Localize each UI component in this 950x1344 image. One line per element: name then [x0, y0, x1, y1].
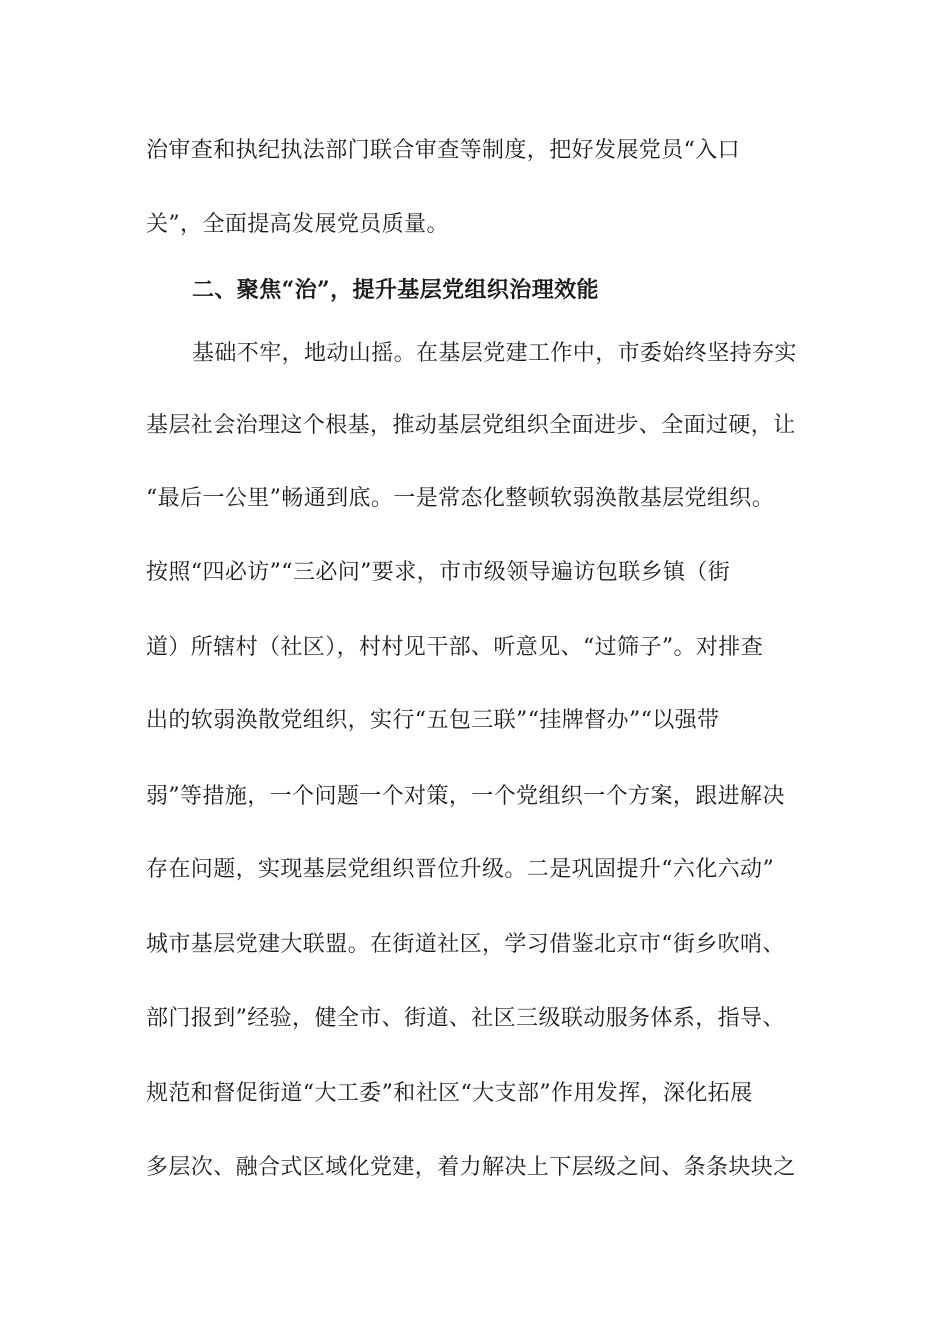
- text-line-12: 城市基层党建大联盟。在街道社区，学习借鉴北京市“街乡吹哨、: [146, 932, 785, 957]
- text-line-13: 部门报到”经验，健全市、街道、社区三级联动服务体系，指导、: [146, 1006, 785, 1031]
- text-line-10: 弱”等措施，一个问题一个对策，一个党组织一个方案，跟进解决: [146, 784, 785, 809]
- text-line-15: 多层次、融合式区域化党建，着力解决上下层级之间、条条块块之: [146, 1155, 796, 1180]
- text-line-14: 规范和督促街道“大工委”和社区“大支部”作用发挥，深化拓展: [146, 1081, 753, 1106]
- text-line-6: “最后一公里”畅通到底。一是常态化整顿软弱涣散基层党组织。: [146, 486, 775, 511]
- text-line-7: 按照“四必访”“三必问”要求，市市级领导遍访包联乡镇（街: [146, 560, 731, 585]
- text-line-5: 基层社会治理这个根基，推动基层党组织全面进步、全面过硬，让: [146, 413, 796, 438]
- text-line-11: 存在问题，实现基层党组织晋位升级。二是巩固提升“六化六动”: [146, 857, 775, 882]
- text-line-2: 关”，全面提高发展党员质量。: [146, 212, 449, 237]
- section-heading: 二、聚焦“治”，提升基层党组织治理效能: [192, 277, 599, 303]
- text-line-8: 道）所辖村（社区），村村见干部、听意见、“过筛子”。对排查: [146, 635, 764, 660]
- text-line-1: 治审查和执纪执法部门联合审查等制度，把好发展党员“入口: [146, 138, 741, 163]
- text-line-9: 出的软弱涣散党组织，实行“五包三联”“挂牌督办”“以强带: [146, 708, 720, 733]
- text-line-4: 基础不牢，地动山摇。在基层党建工作中，市委始终坚持夯实: [192, 341, 797, 366]
